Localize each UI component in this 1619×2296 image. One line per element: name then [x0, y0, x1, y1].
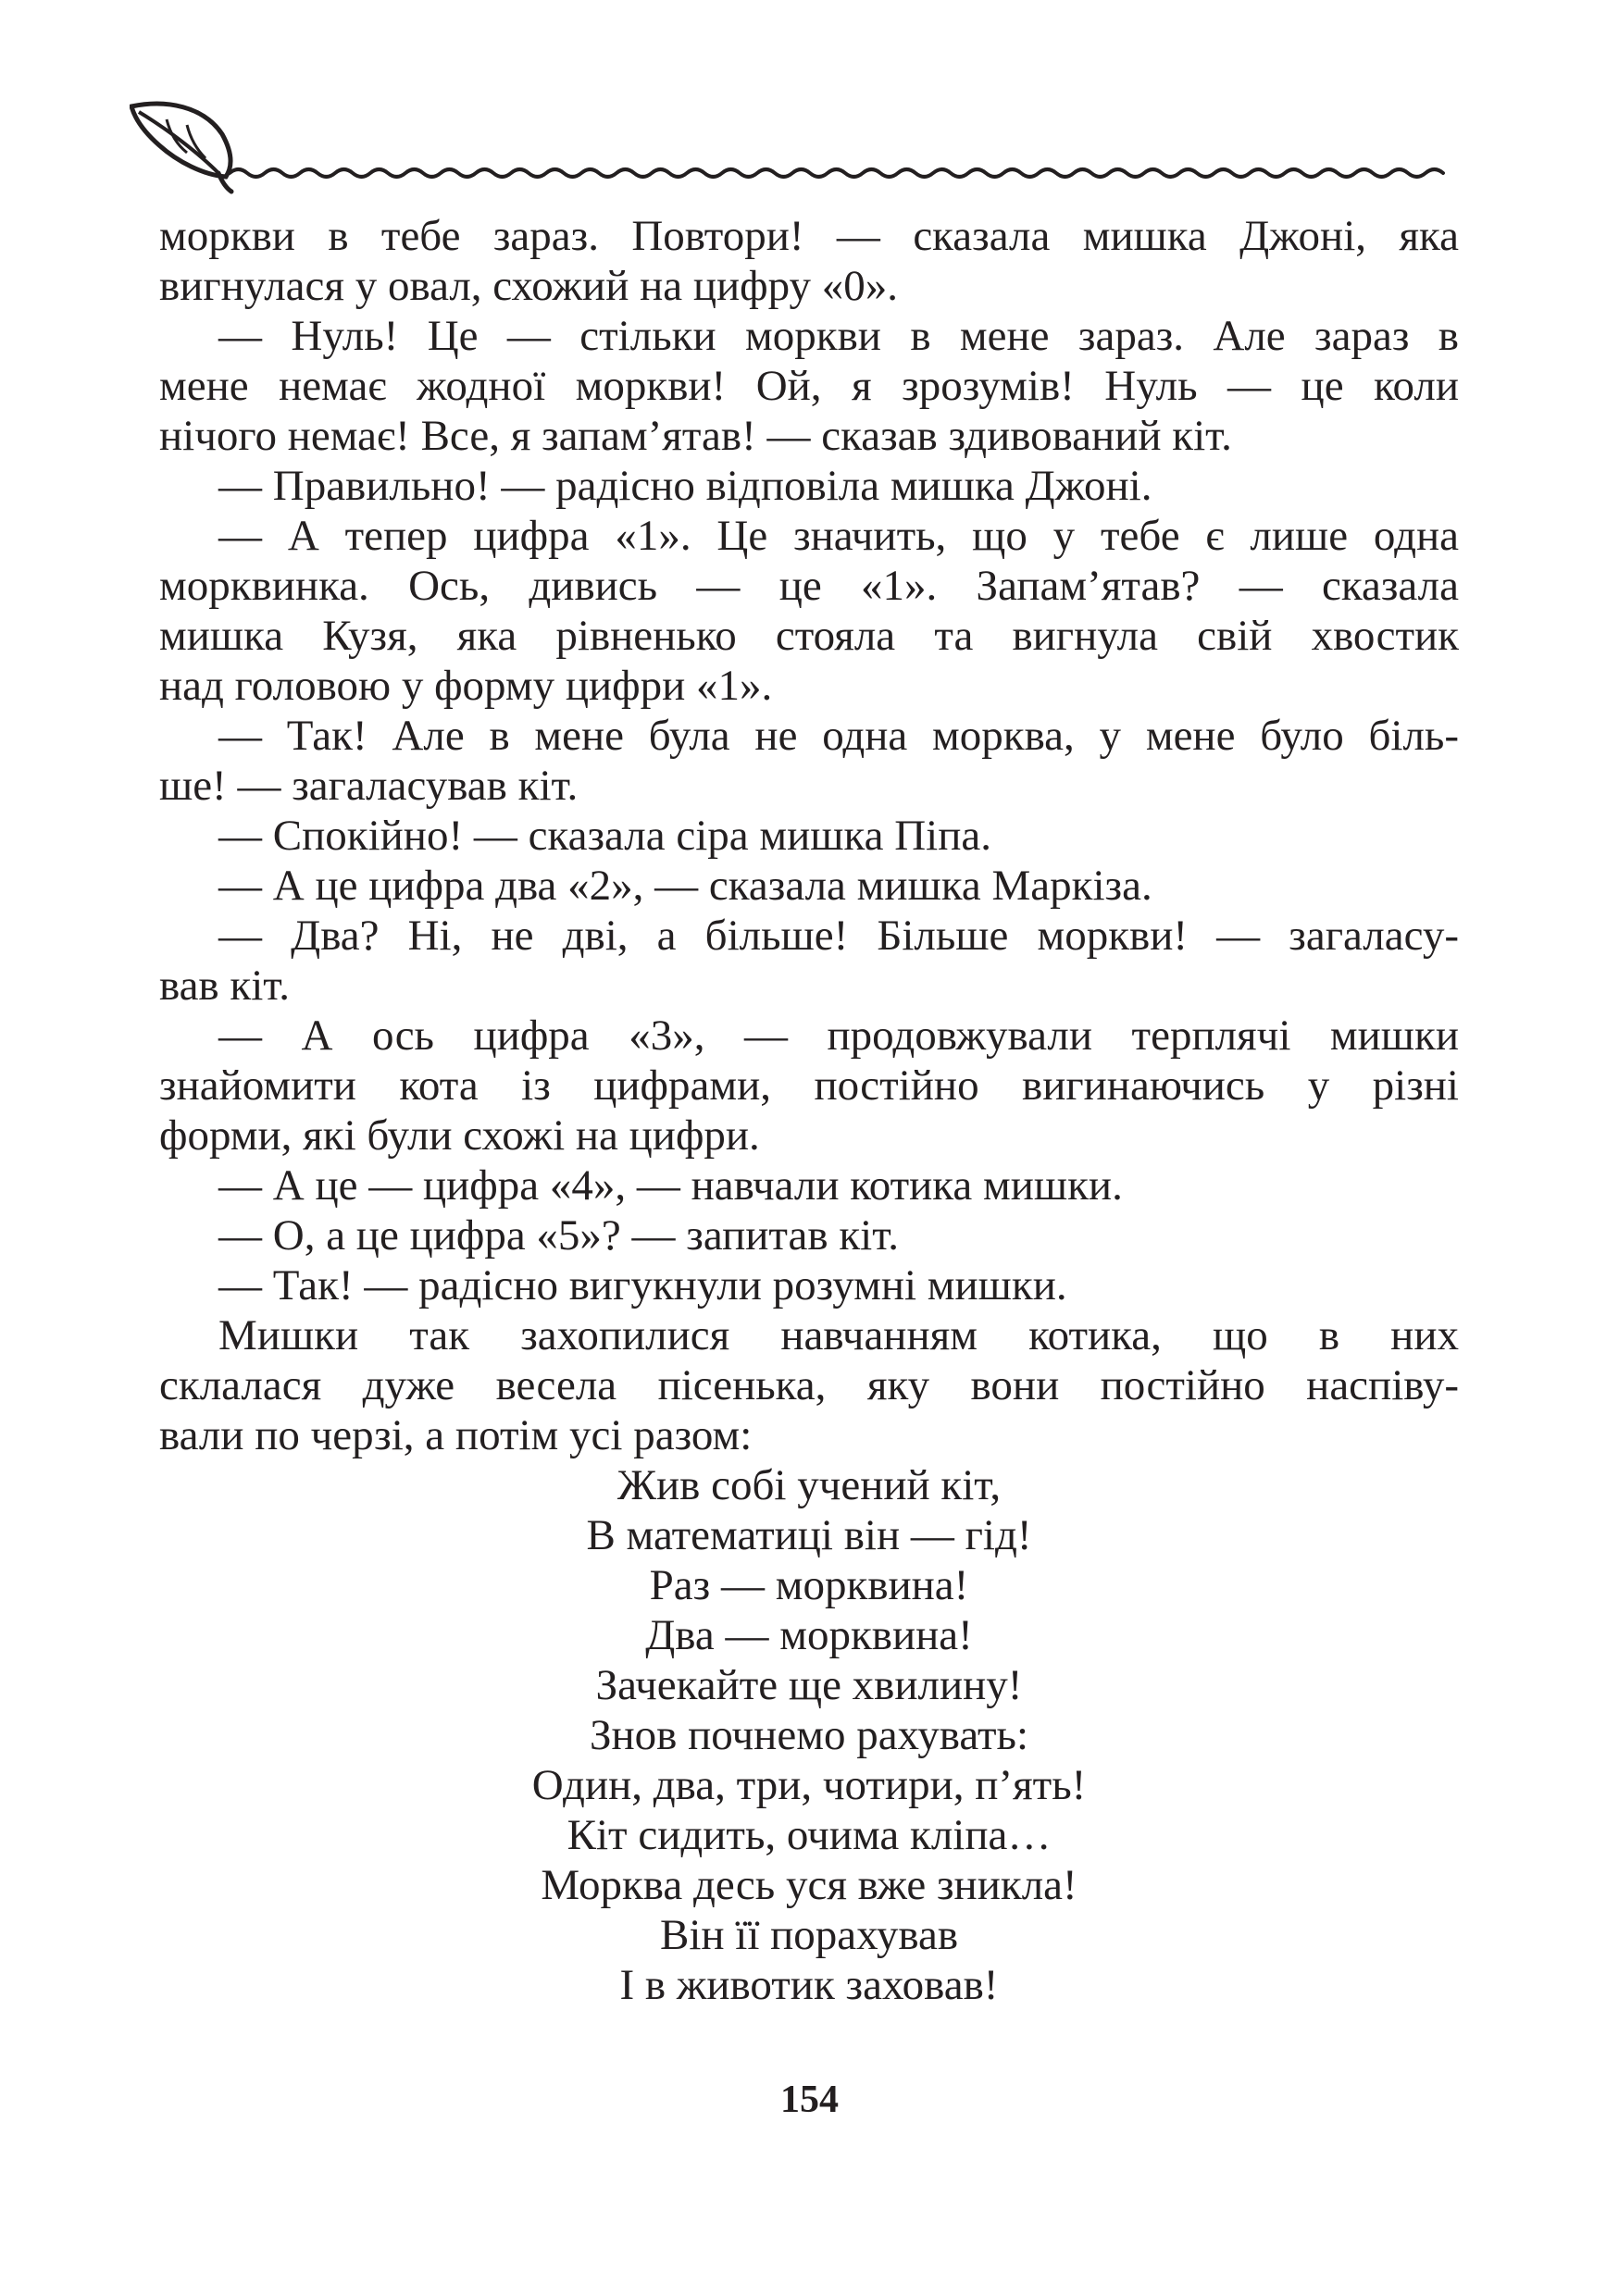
poem-line: Кіт сидить, очима кліпа…	[567, 1811, 1052, 1859]
poem-line: Він її порахував	[659, 1911, 959, 1959]
poem-line: Два — морквина!	[645, 1611, 973, 1659]
text-line: форми, які були схожі на цифри.	[159, 1111, 760, 1160]
poem-line: Жив собі учений кіт,	[616, 1461, 1002, 1509]
text-line: — А це — цифра «4», — навчали котика мишки.	[218, 1161, 1123, 1210]
text-line: — Два? Ні, не дві, а більше! Більше моркви! — загаласу-	[218, 912, 1459, 960]
text-line: морквинка. Ось, дивись — це «1». Запам’ятав? — сказала	[159, 562, 1459, 610]
text-line: — А ось цифра «3», — продовжували терплячі мишки	[218, 1011, 1459, 1060]
poem-line: В математиці він — гід!	[586, 1511, 1032, 1559]
text-line: — Так! — радісно вигукнули розумні мишки.	[218, 1261, 1067, 1309]
text-line: вигнулася у овал, схожий на цифру «0».	[159, 262, 899, 310]
poem-line: Зачекайте ще хвилину!	[595, 1661, 1023, 1709]
text-line: вав кіт.	[159, 962, 291, 1010]
poem	[159, 1460, 1459, 2010]
text-line: — Правильно! — радісно відповіла мишка Джоні.	[218, 462, 1152, 510]
leaf-icon	[131, 104, 231, 192]
text-line: Мишки так захопилися навчанням котика, що в них	[218, 1311, 1459, 1359]
poem-line: Раз — морквина!	[649, 1561, 969, 1609]
text-line: над головою у форму цифри «1».	[159, 662, 773, 710]
poem-line: Морква десь уся вже зникла!	[541, 1861, 1077, 1909]
poem-line: Знов почнемо рахувать:	[589, 1711, 1029, 1759]
poem-line: Один, два, три, чотири, п’ять!	[531, 1761, 1087, 1809]
header-ornament	[130, 97, 1463, 199]
text-line: нічого немає! Все, я запам’ятав! — сказав здивований кіт.	[159, 412, 1232, 460]
text-line: — О, а це цифра «5»? — запитав кіт.	[218, 1211, 899, 1260]
text-line: мишка Кузя, яка рівненько стояла та вигнула свій хвостик	[159, 612, 1459, 660]
text-line: ше! — загаласував кіт.	[159, 762, 579, 810]
text-line: — А тепер цифра «1». Це значить, що у тебе є лише одна	[218, 512, 1459, 560]
text-line: мене немає жодної моркви! Ой, я зрозумів! Нуль — це коли	[159, 362, 1459, 410]
page-text	[159, 211, 1459, 2010]
text-line: — Нуль! Це — стільки моркви в мене зараз. Але зараз в	[218, 312, 1459, 360]
text-line: вали по черзі, а потім усі разом:	[159, 1411, 753, 1459]
text-line: склалася дуже весела пісенька, яку вони постійно наспіву-	[159, 1361, 1459, 1409]
text-line: — А це цифра два «2», — сказала мишка Маркіза.	[218, 862, 1152, 910]
text-line: знайомити кота із цифрами, постійно вигинаючись у різні	[159, 1061, 1459, 1110]
wavy-divider	[230, 169, 1443, 177]
text-line: — Спокійно! — сказала сіра мишка Піпа.	[218, 812, 991, 860]
page-number: 154	[780, 2079, 839, 2121]
text-line: моркви в тебе зараз. Повтори! — сказала мишка Джоні, яка	[159, 212, 1459, 260]
text-line: — Так! Але в мене була не одна морква, у мене було біль-	[218, 712, 1459, 760]
poem-line: І в животик заховав!	[619, 1961, 999, 2009]
